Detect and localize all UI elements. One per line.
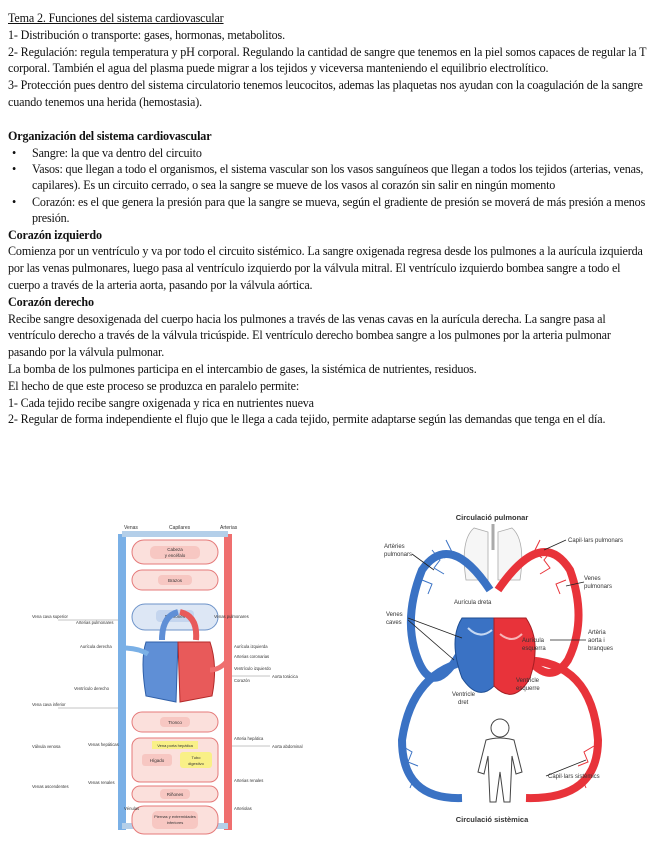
label-ventriculo-derecho: Ventrículo derecho <box>74 686 109 691</box>
label-venas-renales: Venas renales <box>88 780 115 785</box>
label-arterias-renales: Arterias renales <box>234 778 264 783</box>
list-item: • Vasos: que llegan a todo el organismos, el sistema vascular son los vasos sanguíneos que llegan a todos los tejidos (arterias, venas, capilares). Es un circuito cerrado, o sea la sangre se mueve de los vasos al corazón sin salir en ningún momento <box>8 161 648 194</box>
organ-head: Cabeza <box>167 547 183 552</box>
label-venas-pulmonares: Venas pulmonares <box>214 614 249 619</box>
vein-trunk <box>118 534 126 830</box>
list-item: • Sangre: la que va dentro del circuito <box>8 145 648 161</box>
label-venas-hepaticas: Venas hepáticas <box>88 742 119 747</box>
parallel-intro: El hecho de que este proceso se produzca en paralelo permite: <box>8 378 300 393</box>
label-auricula-esquerra: esquerra <box>522 646 546 652</box>
document-text <box>8 10 648 428</box>
label-portal-vein: Vena porta hepática <box>157 743 193 748</box>
label-auricula-dreta: Aurícula dreta <box>454 600 492 606</box>
svg-text:Venes: Venes <box>386 612 403 618</box>
title-pulmonary: Circulació pulmonar <box>455 513 529 522</box>
parallel-item: 2- Regular de forma independiente el flujo que le llega a cada tejido, permite adaptarse según las demandas que tenga en el día. <box>8 412 606 427</box>
heart-circulation-diagram <box>362 510 652 828</box>
left-heart-paragraph: Comienza por un ventrículo y va por todo el circuito sistémico. La sangre oxigenada regresa desde los pulmones a la aurícula izquierda por las venas pulmonares, luego pasa al ventrículo izquierdo por la válvula mitral. El ventrículo izquierdo bombea sangre a todo el cuerpo a través de la arteria aorta, pasando por la válvula aórtica. <box>8 244 643 292</box>
label-arteria-aorta: branques <box>588 646 614 652</box>
svg-text:Artèria: Artèria <box>588 630 606 636</box>
label-aorta-abdominal: Aorta abdominal <box>272 744 303 749</box>
label-arteries-pulmonars: Artèries <box>384 544 405 550</box>
label-ventricle-esquerre: esquerre <box>516 686 540 692</box>
section-heading-left-heart: Corazón izquierdo <box>8 227 102 242</box>
label-venulas: Vénulas <box>124 806 140 811</box>
circulation-schematic <box>28 520 320 838</box>
label-capil-pulmonars: Capil·lars pulmonars <box>568 538 624 544</box>
svg-text:Ventricle: Ventricle <box>452 692 476 698</box>
label-vena-cava-inferior: Vena cava inferior <box>32 702 66 707</box>
parallel-item: 1- Cada tejido recibe sangre oxigenada y rica en nutrientes nueva <box>8 395 314 410</box>
section-heading-right-heart: Corazón derecho <box>8 294 94 309</box>
label-venes-pulmonars: pulmonars <box>584 584 613 590</box>
function-item: 2- Regulación: regula temperatura y pH corporal. Regulando la cantidad de sangre que tenemos en la piel somos capaces de regular la T corporal. También el agua del plasma puede migrar a los tejidos y viceversa manteniendo el equilibrio electrolítico. <box>8 44 647 76</box>
label-capilares: Capilares <box>169 525 191 531</box>
organ-liver: Hígado <box>149 758 165 763</box>
list-item: • Corazón: es el que genera la presión para que la sangre se mueva, según el gradiente de presión se moverá de más presión a menos presión. <box>8 194 648 227</box>
function-item: 1- Distribución o transporte: gases, hormonas, metabolitos. <box>8 27 285 42</box>
label-arteriolas: Arteriolas <box>234 806 252 811</box>
svg-text:digestivo: digestivo <box>188 761 204 766</box>
circulation-schematic-figure <box>28 520 320 838</box>
artery-trunk <box>224 534 232 830</box>
organ-trunk: Tronco <box>168 720 182 725</box>
svg-text:Aurícula: Aurícula <box>522 638 545 644</box>
heart-circulation-figure <box>362 510 652 828</box>
label-aorta-toracica: Aorta torácica <box>272 674 298 679</box>
section-heading-organization: Organización del sistema cardiovascular <box>8 128 212 143</box>
svg-text:Piernas y extremidades: Piernas y extremidades <box>154 814 196 819</box>
organ-arms: Brazos <box>167 578 183 583</box>
svg-text:Venes: Venes <box>584 576 601 582</box>
label-corazon: Corazón <box>234 678 250 683</box>
label-vena-cava-superior: Vena cava superior <box>32 614 68 619</box>
label-arteria-hepatica: Arteria hepática <box>234 736 264 741</box>
organ-lungs: Pulmones <box>164 614 186 619</box>
organization-list <box>8 145 648 227</box>
right-heart-paragraph: Recibe sangre desoxigenada del cuerpo hacia los pulmones a través de las venas cavas en la aurícula derecha. La sangre pasa al ventrículo derecho a través de la válvula tricúspide. El ventrículo derecho bombea sangre a los pulmones por la arteria pulmonar pasando por la válvula pulmonar. <box>8 311 611 360</box>
svg-text:aorta i: aorta i <box>588 638 605 644</box>
label-ventriculo-izquierdo: Ventrículo izquierdo <box>234 666 271 671</box>
label-venas: Venas <box>124 525 138 531</box>
svg-text:Tubo: Tubo <box>191 755 201 760</box>
svg-text:Ventricle: Ventricle <box>516 678 540 684</box>
label-arterias-pulmonares: Arterias pulmonares <box>76 620 114 625</box>
svg-text:y encéfalo: y encéfalo <box>164 553 186 558</box>
svg-text:inferiores: inferiores <box>166 820 184 825</box>
label-arterias-coronarias: Arterias coronarias <box>234 654 270 659</box>
page-title: Tema 2. Funciones del sistema cardiovascular <box>8 11 224 25</box>
label-venes-caves: caves <box>386 620 402 626</box>
pumps-paragraph: La bomba de los pulmones participa en el intercambio de gases, la sistémica de nutrientes, residuos. <box>8 361 477 376</box>
title-systemic: Circulació sistèmica <box>455 815 529 824</box>
label-auricula-derecha: Aurícula derecha <box>80 644 112 649</box>
label-capil-sistemics: Capil·lars sistèmics <box>548 774 600 780</box>
svg-text:pulmonars: pulmonars <box>384 552 413 558</box>
label-valvula-venosa: Válvula venosa <box>32 744 61 749</box>
label-arterias: Arterias <box>220 525 238 531</box>
label-ventricle-dret: dret <box>458 700 469 706</box>
label-venas-ascendentes: Venas ascendentes <box>32 784 69 789</box>
function-item: 3- Protección pues dentro del sistema circulatorio tenemos leucocitos, ademas las plaquetas nos ayudan con la coagulación de la sangre cuando tenemos una herida (hemostasia). <box>8 78 643 109</box>
label-auricula-izquierda: Aurícula izquierda <box>234 644 268 649</box>
organ-kidneys: Riñones <box>166 792 184 797</box>
